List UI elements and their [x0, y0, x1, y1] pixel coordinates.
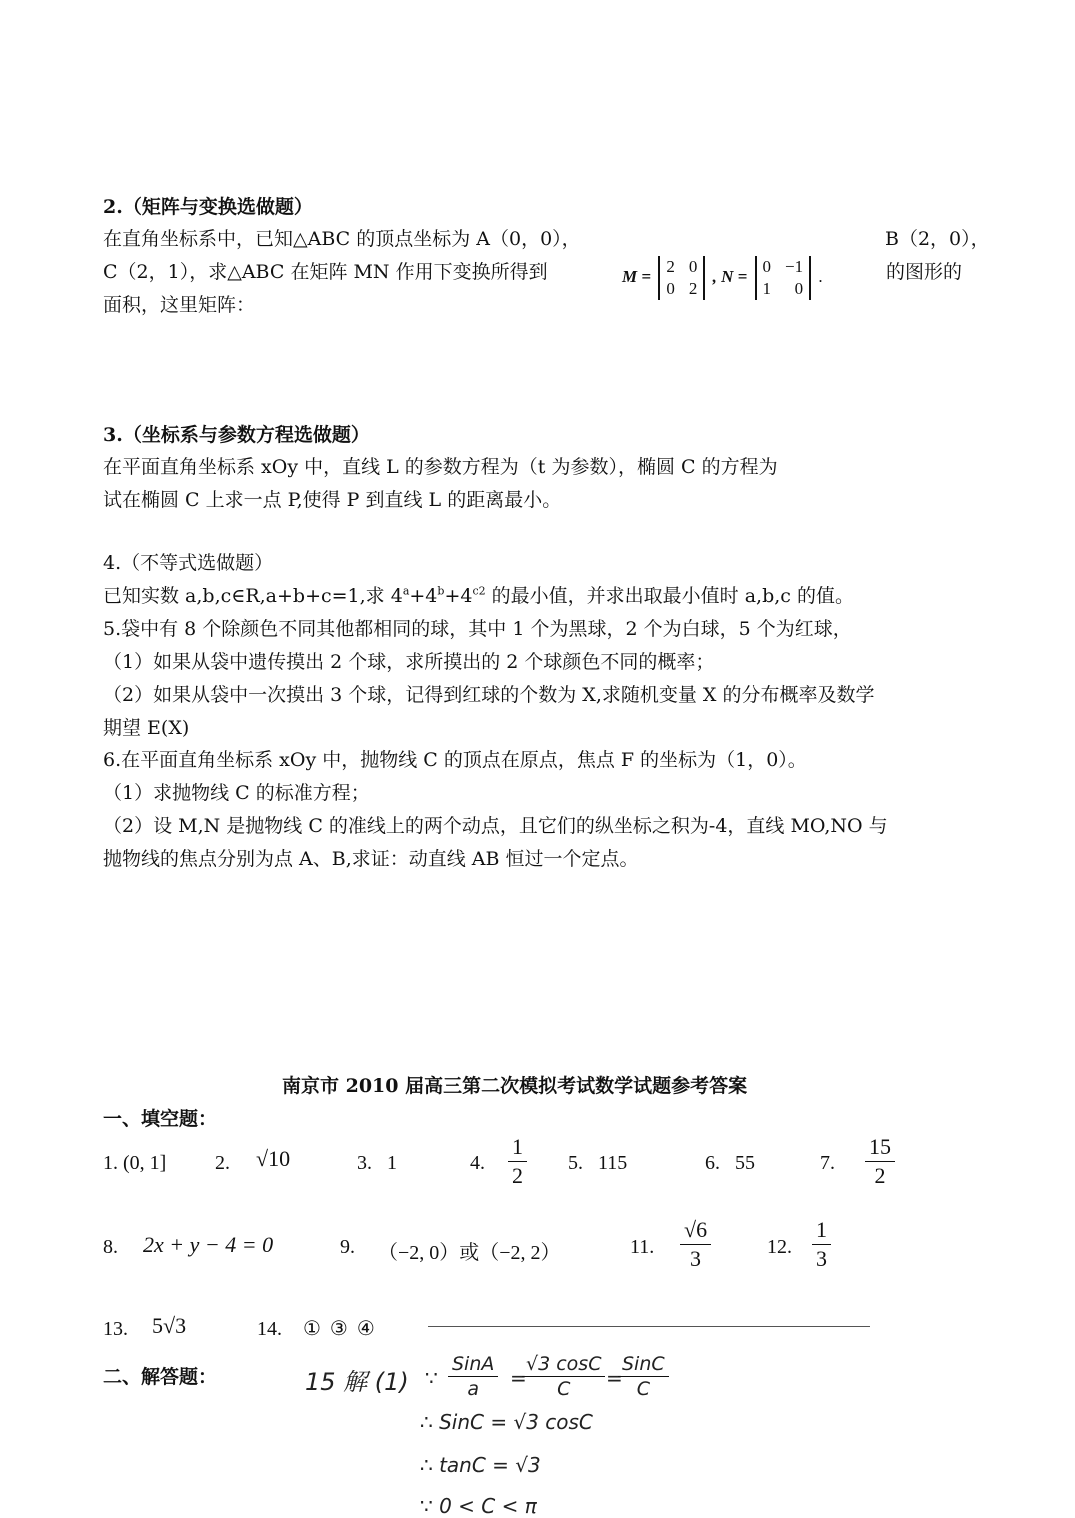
answer-9: （−2, 0）或（−2, 2）: [378, 1242, 561, 1264]
q2-line2-right: 的图形的: [886, 261, 963, 283]
matrix-formula: [622, 256, 823, 300]
answer-1: 1. (0, 1]: [103, 1152, 167, 1174]
answer-14: ① ③ ④: [303, 1318, 377, 1340]
matrix-tail: .: [818, 266, 823, 286]
answer-4-fraction: $\frac{1}{2}$: [508, 1133, 527, 1190]
hand-frac-sina: SinA a: [448, 1352, 498, 1401]
q5-line4: 期望 E(X): [103, 717, 190, 739]
q2-line3: 面积，这里矩阵：: [103, 294, 256, 316]
matrix-m: 2 0 0 2: [658, 256, 705, 300]
answer-13-num: 13.: [103, 1318, 128, 1340]
answer-8-num: 8.: [103, 1236, 118, 1258]
hand-line2: ∴ SinC = √3 cosC: [420, 1410, 593, 1434]
answer-9-num: 9.: [340, 1236, 355, 1258]
answer-13: 5√3: [152, 1313, 187, 1338]
hand-line4: ∵ 0 < C < π: [420, 1494, 537, 1518]
q6-line4: 抛物线的焦点分别为点 A、B,求证：动直线 AB 恒过一个定点。: [103, 848, 639, 870]
answer-5: 5. 115: [568, 1152, 628, 1174]
answer-12-fraction: $\frac{1}{3}$: [812, 1216, 831, 1273]
q5-line3: （2）如果从袋中一次摸出 3 个球，记得到红球的个数为 X,求随机变量 X 的分布概率及数学: [103, 684, 875, 706]
answer-14-num: 14.: [257, 1318, 282, 1340]
hand-frac-sinc: SinC C: [618, 1352, 669, 1401]
answer-4-num: 4.: [470, 1152, 485, 1174]
q4-title: 4.（不等式选做题）: [103, 552, 274, 574]
hand-eq1: =: [510, 1366, 527, 1390]
hand-line3: ∴ tanC = √3: [420, 1453, 541, 1477]
q5-line2: （1）如果从袋中遗传摸出 2 个球，求所摸出的 2 个球颜色不同的概率；: [103, 651, 715, 673]
section-solutions: 二、解答题：: [103, 1366, 218, 1388]
q3-title: 3.（坐标系与参数方程选做题）: [103, 424, 370, 446]
q2-line1: 在直角坐标系中，已知△ABC 的顶点坐标为 A（0，0），: [103, 228, 581, 250]
matrix-n: 0 −1 1 0: [755, 256, 812, 300]
answer-8: 2x + y − 4 = 0: [143, 1232, 274, 1257]
q3-line2: 试在椭圆 C 上求一点 P,使得 P 到直线 L 的距离最小。: [103, 489, 562, 511]
q2-line2: C（2，1），求△ABC 在矩阵 MN 作用下变换所得到: [103, 261, 548, 283]
q6-line3: （2）设 M,N 是抛物线 C 的准线上的两个动点，且它们的纵坐标之积为-4，直线 MO,NO 与: [103, 815, 888, 837]
answer-12-num: 12.: [767, 1236, 792, 1258]
answer-2: √10: [256, 1146, 291, 1171]
answer-3: 3. 1: [357, 1152, 397, 1174]
hand-eq2: =: [606, 1366, 623, 1390]
q4-line1: 已知实数 a,b,c∈R,a+b+c=1,求 $4^a+4^b+4^{c2}$ 的最小值，并求出取最小值时 a,b,c 的值。: [103, 584, 854, 607]
q3-line1: 在平面直角坐标系 xOy 中，直线 L 的参数方程为（t 为参数），椭圆 C 的方程为: [103, 456, 778, 478]
answers-title: 南京市 2010 届高三第二次模拟考试数学试题参考答案: [282, 1075, 748, 1097]
answer-2-num: 2.: [215, 1152, 230, 1174]
hand-label: 15 解 (1): [305, 1368, 409, 1396]
answer-7-num: 7.: [820, 1152, 835, 1174]
answer-11-num: 11.: [630, 1236, 655, 1258]
answer-7-fraction: $\frac{15}{2}$: [865, 1133, 895, 1190]
answer-11-fraction: $\frac{√6}{3}$: [680, 1216, 711, 1273]
q2-title: 2.（矩阵与变换选做题）: [103, 196, 313, 218]
q5-line1: 5.袋中有 8 个除颜色不同其他都相同的球，其中 1 个为黑球，2 个为白球，5 个为红球，: [103, 618, 852, 640]
answer-6: 6. 55: [705, 1152, 755, 1174]
rule-line: [428, 1326, 870, 1327]
q2-line1-right: B（2，0），: [885, 228, 990, 250]
matrix-m-label: M =: [622, 266, 652, 286]
q6-line1: 6.在平面直角坐标系 xOy 中，抛物线 C 的顶点在原点，焦点 F 的坐标为（1，0）。: [103, 749, 807, 771]
q6-line2: （1）求抛物线 C 的标准方程；: [103, 782, 370, 804]
hand-line1-therefore: ∵: [425, 1366, 438, 1390]
section-fill-blank: 一、填空题：: [103, 1108, 218, 1130]
hand-frac-cosc: $\frac{√3 \cos C}{C}$: [522, 1352, 605, 1401]
matrix-n-label: , N =: [712, 266, 748, 286]
